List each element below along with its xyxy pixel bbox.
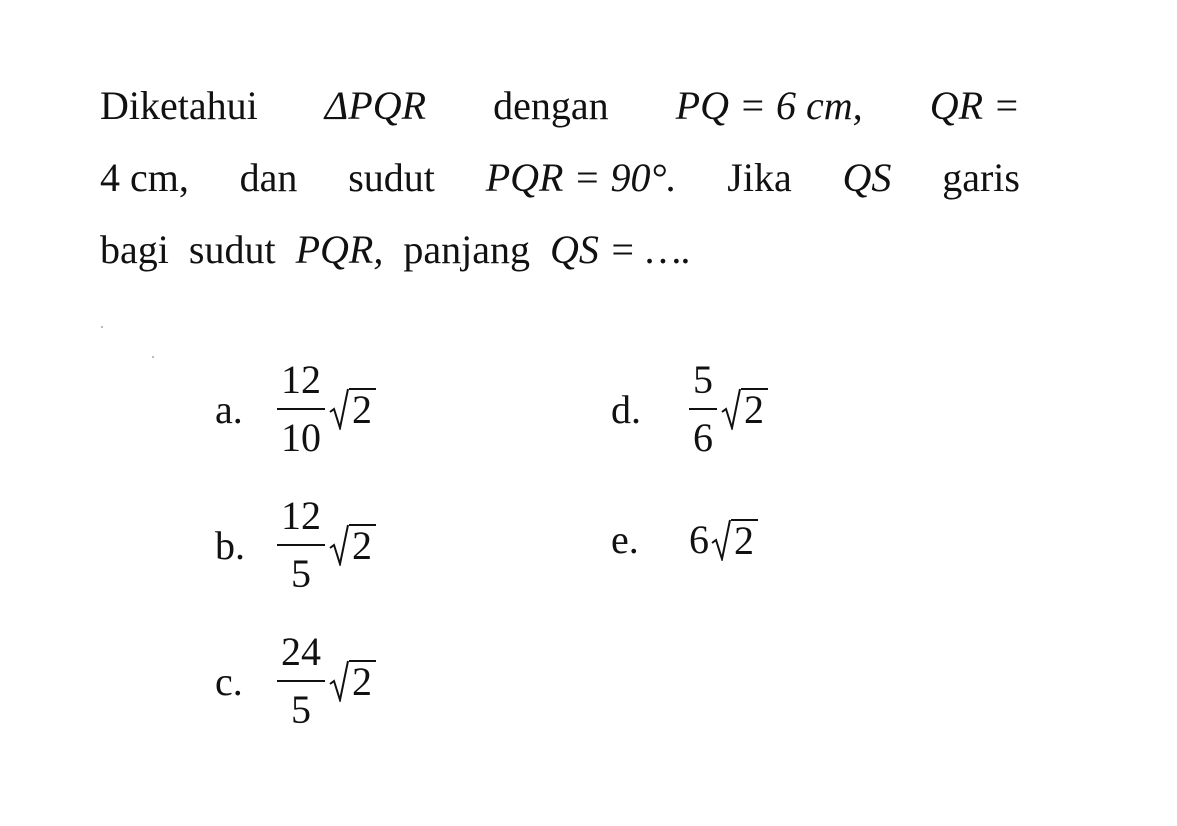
option-letter: d. (611, 386, 641, 432)
scan-speck (152, 356, 154, 358)
fraction-numerator: 5 (693, 357, 713, 402)
square-root (711, 519, 758, 561)
fraction-denominator: 5 (291, 687, 311, 732)
option-b[interactable] (215, 494, 376, 596)
option-expression (277, 494, 376, 596)
fraction-numerator: 12 (281, 493, 321, 538)
option-letter: a. (215, 386, 243, 432)
option-e[interactable] (611, 516, 758, 563)
fraction-denominator: 5 (291, 551, 311, 596)
square-root (329, 660, 376, 702)
square-root (329, 388, 376, 430)
radical-sign-icon (721, 388, 741, 430)
scan-speck (101, 326, 103, 328)
fraction (277, 358, 325, 460)
option-expression (277, 630, 376, 732)
fraction-bar (277, 680, 325, 682)
question-word: sudut (188, 227, 276, 272)
radicand: 2 (349, 660, 376, 702)
radical-sign-icon (711, 519, 731, 561)
radical-sign-icon (329, 660, 349, 702)
coefficient: 6 (689, 517, 709, 562)
fraction-denominator: 6 (693, 415, 713, 460)
question-word: panjang (403, 227, 530, 272)
fraction-numerator: 24 (281, 629, 321, 674)
fraction-bar (277, 408, 325, 410)
fraction-bar (689, 408, 717, 410)
fraction (689, 358, 717, 460)
question-word: Diketahui (100, 83, 258, 128)
option-letter: b. (215, 522, 245, 568)
radical-sign-icon (329, 524, 349, 566)
option-expression (689, 358, 768, 460)
option-a[interactable] (215, 358, 376, 460)
question-word: dengan (493, 83, 609, 128)
question-word: sudut (348, 155, 435, 200)
radicand: 2 (731, 519, 758, 561)
question-word: PQR, (295, 227, 384, 272)
option-expression (689, 516, 758, 563)
option-letter: c. (215, 658, 243, 704)
radicand: 2 (349, 388, 376, 430)
option-expression (277, 358, 376, 460)
option-c[interactable] (215, 630, 376, 732)
question-word: QS = …. (549, 227, 692, 272)
question-word: Jika (727, 155, 792, 200)
fraction-denominator: 10 (281, 415, 321, 460)
radicand: 2 (349, 524, 376, 566)
question-word: PQR = 90°. (485, 155, 677, 200)
question-word: bagi (100, 227, 169, 272)
question-word: ΔPQR (324, 83, 427, 128)
radicand: 2 (741, 388, 768, 430)
radical-sign-icon (329, 388, 349, 430)
question-word: QR = (929, 83, 1020, 128)
fraction-bar (277, 544, 325, 546)
question-word: PQ = 6 cm, (675, 83, 863, 128)
fraction (277, 494, 325, 596)
question-word: QS (842, 155, 892, 200)
square-root (329, 524, 376, 566)
fraction-numerator: 12 (281, 357, 321, 402)
fraction (277, 630, 325, 732)
option-letter: e. (611, 517, 639, 562)
question-word: dan (239, 155, 298, 200)
square-root (721, 388, 768, 430)
question-word: 4 cm, (100, 155, 189, 200)
option-d[interactable] (611, 358, 768, 460)
question-word: garis (942, 155, 1020, 200)
